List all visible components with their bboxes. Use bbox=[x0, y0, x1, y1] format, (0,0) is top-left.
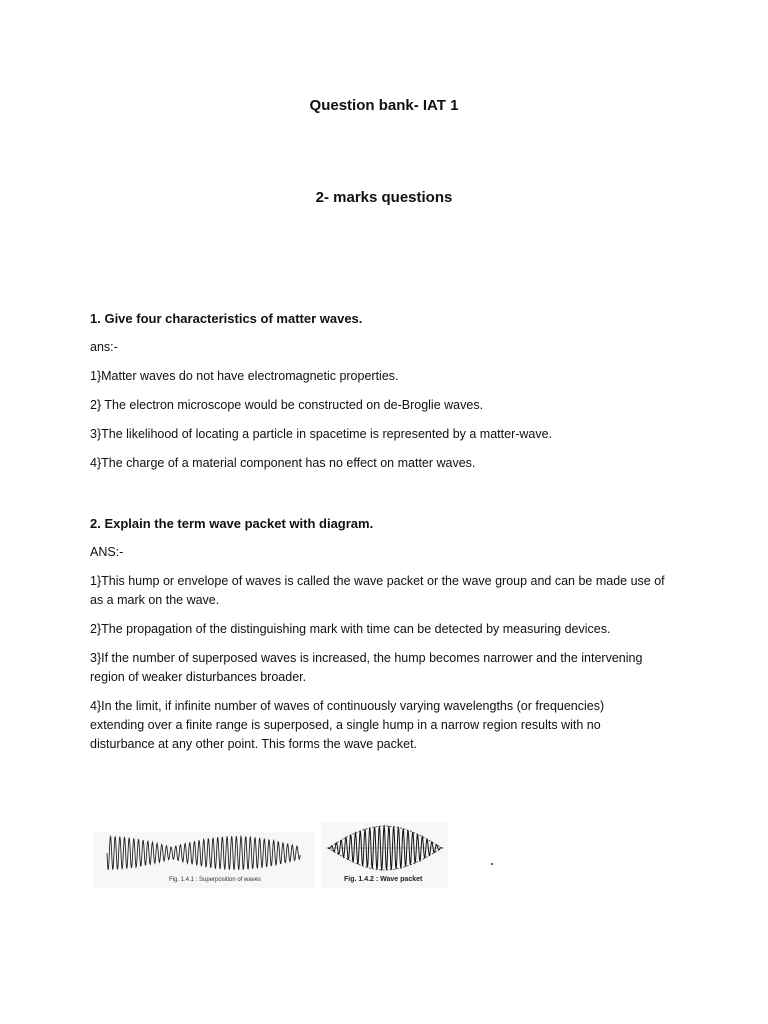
answer-2-line: extending over a finite range is superposed, a single hump in a narrow region results with no bbox=[90, 718, 601, 732]
figure-1-caption: Fig. 1.4.1 : Superposition of waves bbox=[169, 877, 262, 883]
answer-2-line: region of weaker disturbances broader. bbox=[90, 670, 307, 684]
stray-mark bbox=[491, 863, 493, 865]
answer-1-point-3: 3}The likelihood of locating a particle in spacetime is represented by a matter-wave. bbox=[90, 427, 553, 441]
answer-1-point-4: 4}The charge of a material component has no effect on matter waves. bbox=[90, 456, 476, 470]
answer-1-point-1: 1}Matter waves do not have electromagnetic properties. bbox=[90, 369, 399, 383]
superposition-figure bbox=[93, 832, 315, 888]
answer-label-1: ans:- bbox=[90, 340, 118, 354]
answer-2-line: 2}The propagation of the distinguishing mark with time can be detected by measuring devices. bbox=[90, 622, 611, 636]
answer-2-line: 1}This hump or envelope of waves is called the wave packet or the wave group and can be made use of bbox=[90, 574, 665, 588]
answer-2-line: disturbance at any other point. This forms the wave packet. bbox=[90, 737, 418, 751]
question-2: 2. Explain the term wave packet with diagram. bbox=[90, 516, 374, 531]
section-heading: 2- marks questions bbox=[315, 189, 453, 206]
superposition-wave-drawing bbox=[93, 832, 315, 874]
page-title: Question bank- IAT 1 bbox=[309, 97, 459, 114]
answer-2-line: 4}In the limit, if infinite number of waves of continuously varying wavelengths (or frequencies) bbox=[90, 699, 605, 713]
answer-2-line: as a mark on the wave. bbox=[90, 593, 220, 607]
wave-packet-figure bbox=[322, 822, 448, 888]
answer-label-2: ANS:- bbox=[90, 545, 124, 559]
wave-packet-drawing bbox=[322, 822, 448, 874]
figure-2-caption: Fig. 1.4.2 : Wave packet bbox=[344, 876, 423, 883]
question-1: 1. Give four characteristics of matter waves. bbox=[90, 311, 363, 326]
answer-2-line: 3}If the number of superposed waves is increased, the hump becomes narrower and the intervening bbox=[90, 651, 643, 665]
answer-1-point-2: 2} The electron microscope would be constructed on de-Broglie waves. bbox=[90, 398, 484, 412]
